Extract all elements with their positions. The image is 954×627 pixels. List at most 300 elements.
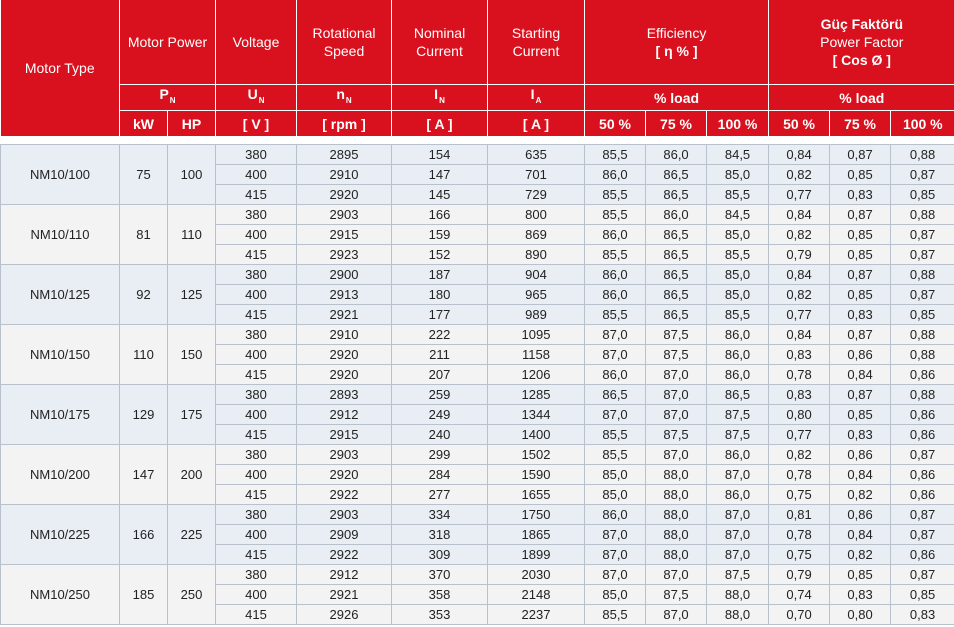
pf-75-cell: 0,85 <box>830 405 891 425</box>
eff-75-cell: 88,0 <box>646 545 707 565</box>
pf-100-cell: 0,88 <box>891 385 954 405</box>
kw-cell: 129 <box>120 385 168 445</box>
eff-100-cell: 85,0 <box>707 265 769 285</box>
eff-50-cell: 86,0 <box>585 285 646 305</box>
speed-cell: 2921 <box>297 585 392 605</box>
pf-100-cell: 0,85 <box>891 185 954 205</box>
motor-type-cell: NM10/125 <box>1 265 120 325</box>
table-row <box>1 145 954 165</box>
eff-50-cell: 85,5 <box>585 445 646 465</box>
eff-100-cell: 85,5 <box>707 305 769 325</box>
eff-100-cell: 85,5 <box>707 245 769 265</box>
pf-100-cell: 0,83 <box>891 605 954 625</box>
eff-75-cell: 86,5 <box>646 245 707 265</box>
eff-75-cell: 86,5 <box>646 185 707 205</box>
voltage-cell: 415 <box>216 185 297 205</box>
speed-cell: 2915 <box>297 425 392 445</box>
nominal-current-cell: 159 <box>392 225 488 245</box>
voltage-cell: 400 <box>216 465 297 485</box>
hp-cell: 150 <box>168 325 216 385</box>
speed-cell: 2910 <box>297 325 392 345</box>
pf-75-cell: 0,86 <box>830 445 891 465</box>
speed-cell: 2926 <box>297 605 392 625</box>
hp-cell: 110 <box>168 205 216 265</box>
eff-50-cell: 85,5 <box>585 305 646 325</box>
voltage-cell: 415 <box>216 485 297 505</box>
eff-50-cell: 85,5 <box>585 605 646 625</box>
speed-symbol: $n_N$ <box>297 85 392 111</box>
eff-50-cell: 86,5 <box>585 385 646 405</box>
speed-cell: 2909 <box>297 525 392 545</box>
eff-75-cell: 86,0 <box>646 145 707 165</box>
eff-100-cell: 86,5 <box>707 385 769 405</box>
nominal-current-cell: 353 <box>392 605 488 625</box>
starting-current-symbol: $I_A$ <box>488 85 585 111</box>
eff-50-header: 50 % <box>585 111 646 137</box>
eff-100-cell: 84,5 <box>707 145 769 165</box>
unit-kw: kW <box>120 111 168 137</box>
eff-75-cell: 86,5 <box>646 265 707 285</box>
speed-cell: 2893 <box>297 385 392 405</box>
eff-75-cell: 86,5 <box>646 165 707 185</box>
voltage-header <box>216 0 297 85</box>
speed-cell: 2922 <box>297 485 392 505</box>
pf-75-cell: 0,83 <box>830 305 891 325</box>
eff-100-cell: 87,0 <box>707 505 769 525</box>
nominal-current-cell: 207 <box>392 365 488 385</box>
nominal-current-cell: 358 <box>392 585 488 605</box>
unit-amp-nominal: [ A ] <box>392 111 488 137</box>
eff-50-cell: 85,0 <box>585 465 646 485</box>
starting-current-cell: 1400 <box>488 425 585 445</box>
table-row <box>1 385 954 405</box>
power-factor-tr-label: Güç Faktörü <box>820 16 904 32</box>
voltage-cell: 380 <box>216 385 297 405</box>
pf-75-header: 75 % <box>830 111 891 137</box>
hp-cell: 100 <box>168 145 216 205</box>
speed-cell: 2922 <box>297 545 392 565</box>
speed-cell: 2920 <box>297 185 392 205</box>
pf-50-cell: 0,79 <box>769 245 830 265</box>
nominal-current-cell: 334 <box>392 505 488 525</box>
starting-current-cell: 1750 <box>488 505 585 525</box>
pf-100-cell: 0,87 <box>891 165 954 185</box>
eff-75-cell: 87,5 <box>646 345 707 365</box>
table-row <box>1 565 954 585</box>
pf-75-cell: 0,84 <box>830 465 891 485</box>
voltage-cell: 380 <box>216 505 297 525</box>
voltage-cell: 400 <box>216 285 297 305</box>
eff-50-cell: 87,0 <box>585 565 646 585</box>
pf-50-cell: 0,74 <box>769 585 830 605</box>
nominal-current-cell: 222 <box>392 325 488 345</box>
pf-75-cell: 0,85 <box>830 225 891 245</box>
eff-75-header: 75 % <box>646 111 707 137</box>
motor-type-cell: NM10/225 <box>1 505 120 565</box>
motor-type-cell: NM10/200 <box>1 445 120 505</box>
rotational-speed-header <box>297 0 392 85</box>
pf-50-cell: 0,82 <box>769 165 830 185</box>
eff-100-cell: 88,0 <box>707 605 769 625</box>
speed-cell: 2903 <box>297 505 392 525</box>
pf-75-cell: 0,87 <box>830 145 891 165</box>
speed-cell: 2921 <box>297 305 392 325</box>
pf-75-cell: 0,84 <box>830 365 891 385</box>
eff-50-cell: 85,5 <box>585 185 646 205</box>
nominal-current-cell: 309 <box>392 545 488 565</box>
pf-75-cell: 0,87 <box>830 325 891 345</box>
nominal-current-label: Nominal Current <box>413 25 466 59</box>
speed-cell: 2903 <box>297 205 392 225</box>
voltage-cell: 380 <box>216 265 297 285</box>
eff-50-cell: 86,0 <box>585 265 646 285</box>
nominal-current-symbol: $I_N$ <box>392 85 488 111</box>
pf-50-cell: 0,80 <box>769 405 830 425</box>
pf-75-cell: 0,87 <box>830 385 891 405</box>
pf-75-cell: 0,87 <box>830 205 891 225</box>
nominal-current-cell: 152 <box>392 245 488 265</box>
eff-50-cell: 85,5 <box>585 245 646 265</box>
starting-current-cell: 635 <box>488 145 585 165</box>
starting-current-cell: 965 <box>488 285 585 305</box>
voltage-cell: 380 <box>216 325 297 345</box>
starting-current-cell: 1502 <box>488 445 585 465</box>
pf-100-cell: 0,87 <box>891 245 954 265</box>
nominal-current-header <box>392 0 488 85</box>
rotational-speed-label: Rotational Speed <box>312 25 376 59</box>
starting-current-cell: 1206 <box>488 365 585 385</box>
eff-100-cell: 87,5 <box>707 405 769 425</box>
table-row <box>1 445 954 465</box>
eff-75-cell: 86,5 <box>646 225 707 245</box>
eff-75-cell: 87,0 <box>646 405 707 425</box>
voltage-cell: 415 <box>216 305 297 325</box>
motor-power-header <box>120 0 216 85</box>
voltage-label: Voltage <box>232 34 280 50</box>
eff-75-cell: 87,0 <box>646 445 707 465</box>
speed-cell: 2900 <box>297 265 392 285</box>
pf-50-cell: 0,84 <box>769 145 830 165</box>
starting-current-cell: 869 <box>488 225 585 245</box>
starting-current-cell: 800 <box>488 205 585 225</box>
eff-50-cell: 86,0 <box>585 365 646 385</box>
starting-current-cell: 904 <box>488 265 585 285</box>
power-factor-unit: [ Cos Ø ] <box>832 52 891 68</box>
kw-cell: 185 <box>120 565 168 625</box>
eff-100-cell: 86,0 <box>707 345 769 365</box>
nominal-current-cell: 166 <box>392 205 488 225</box>
eff-75-cell: 87,0 <box>646 385 707 405</box>
motor-type-header <box>1 0 120 137</box>
nominal-current-cell: 180 <box>392 285 488 305</box>
pf-100-cell: 0,85 <box>891 585 954 605</box>
eff-100-cell: 87,0 <box>707 525 769 545</box>
pf-100-cell: 0,87 <box>891 505 954 525</box>
pf-50-cell: 0,75 <box>769 485 830 505</box>
motor-type-cell: NM10/150 <box>1 325 120 385</box>
voltage-cell: 400 <box>216 525 297 545</box>
voltage-cell: 380 <box>216 445 297 465</box>
eff-75-cell: 86,0 <box>646 205 707 225</box>
hp-cell: 225 <box>168 505 216 565</box>
pf-75-cell: 0,85 <box>830 245 891 265</box>
power-factor-load-label: % load <box>769 85 954 111</box>
pf-50-cell: 0,82 <box>769 445 830 465</box>
pf-100-cell: 0,87 <box>891 225 954 245</box>
starting-current-cell: 2237 <box>488 605 585 625</box>
efficiency-header <box>585 0 769 85</box>
speed-cell: 2903 <box>297 445 392 465</box>
nominal-current-cell: 145 <box>392 185 488 205</box>
pf-100-cell: 0,86 <box>891 545 954 565</box>
eff-50-cell: 87,0 <box>585 525 646 545</box>
efficiency-load-label: % load <box>585 85 769 111</box>
motor-type-cell: NM10/175 <box>1 385 120 445</box>
eff-50-cell: 85,5 <box>585 205 646 225</box>
pf-75-cell: 0,82 <box>830 485 891 505</box>
speed-cell: 2920 <box>297 465 392 485</box>
pf-75-cell: 0,83 <box>830 425 891 445</box>
nominal-current-cell: 147 <box>392 165 488 185</box>
starting-current-header <box>488 0 585 85</box>
eff-100-cell: 86,0 <box>707 365 769 385</box>
pf-75-cell: 0,80 <box>830 605 891 625</box>
starting-current-label: Starting Current <box>511 25 561 59</box>
eff-75-cell: 86,5 <box>646 305 707 325</box>
pf-50-cell: 0,84 <box>769 325 830 345</box>
eff-75-cell: 88,0 <box>646 465 707 485</box>
nominal-current-cell: 249 <box>392 405 488 425</box>
eff-100-cell: 86,0 <box>707 325 769 345</box>
voltage-cell: 400 <box>216 585 297 605</box>
pf-75-cell: 0,82 <box>830 545 891 565</box>
pf-50-cell: 0,82 <box>769 225 830 245</box>
starting-current-cell: 729 <box>488 185 585 205</box>
speed-cell: 2920 <box>297 345 392 365</box>
table-row <box>1 205 954 225</box>
pf-100-cell: 0,86 <box>891 405 954 425</box>
table-row <box>1 325 954 345</box>
pf-100-cell: 0,88 <box>891 325 954 345</box>
eff-100-cell: 87,5 <box>707 425 769 445</box>
starting-current-cell: 1344 <box>488 405 585 425</box>
starting-current-cell: 2030 <box>488 565 585 585</box>
motor-power-label: Motor Power <box>127 34 208 50</box>
eff-100-cell: 85,0 <box>707 165 769 185</box>
table-row <box>1 265 954 285</box>
pf-50-header: 50 % <box>769 111 830 137</box>
power-symbol: $P_N$ <box>120 85 216 111</box>
starting-current-cell: 1899 <box>488 545 585 565</box>
pf-100-cell: 0,88 <box>891 205 954 225</box>
eff-75-cell: 88,0 <box>646 505 707 525</box>
voltage-cell: 380 <box>216 565 297 585</box>
kw-cell: 166 <box>120 505 168 565</box>
voltage-cell: 400 <box>216 405 297 425</box>
pf-100-cell: 0,87 <box>891 565 954 585</box>
efficiency-unit: [ η % ] <box>655 43 698 59</box>
voltage-cell: 380 <box>216 145 297 165</box>
nominal-current-cell: 370 <box>392 565 488 585</box>
unit-hp: HP <box>168 111 216 137</box>
eff-100-cell: 87,5 <box>707 565 769 585</box>
kw-cell: 81 <box>120 205 168 265</box>
pf-100-cell: 0,86 <box>891 485 954 505</box>
pf-50-cell: 0,78 <box>769 525 830 545</box>
starting-current-cell: 1095 <box>488 325 585 345</box>
voltage-cell: 415 <box>216 545 297 565</box>
eff-100-cell: 85,0 <box>707 285 769 305</box>
pf-50-cell: 0,82 <box>769 285 830 305</box>
voltage-cell: 415 <box>216 425 297 445</box>
pf-50-cell: 0,77 <box>769 185 830 205</box>
pf-50-cell: 0,84 <box>769 205 830 225</box>
starting-current-cell: 701 <box>488 165 585 185</box>
eff-100-cell: 86,0 <box>707 485 769 505</box>
voltage-cell: 415 <box>216 605 297 625</box>
eff-100-cell: 88,0 <box>707 585 769 605</box>
pf-75-cell: 0,85 <box>830 285 891 305</box>
pf-100-cell: 0,87 <box>891 445 954 465</box>
eff-50-cell: 85,5 <box>585 425 646 445</box>
nominal-current-cell: 211 <box>392 345 488 365</box>
pf-50-cell: 0,84 <box>769 265 830 285</box>
starting-current-cell: 2148 <box>488 585 585 605</box>
eff-75-cell: 88,0 <box>646 485 707 505</box>
starting-current-cell: 1590 <box>488 465 585 485</box>
voltage-cell: 400 <box>216 225 297 245</box>
pf-50-cell: 0,77 <box>769 305 830 325</box>
eff-75-cell: 87,5 <box>646 585 707 605</box>
pf-100-cell: 0,86 <box>891 465 954 485</box>
pf-100-cell: 0,88 <box>891 265 954 285</box>
power-factor-label: Power Factor <box>820 34 904 50</box>
pf-75-cell: 0,84 <box>830 525 891 545</box>
eff-50-cell: 87,0 <box>585 345 646 365</box>
starting-current-cell: 1285 <box>488 385 585 405</box>
starting-current-cell: 1865 <box>488 525 585 545</box>
pf-75-cell: 0,85 <box>830 565 891 585</box>
eff-50-cell: 87,0 <box>585 405 646 425</box>
speed-cell: 2923 <box>297 245 392 265</box>
speed-cell: 2912 <box>297 565 392 585</box>
starting-current-cell: 890 <box>488 245 585 265</box>
motor-type-cell: NM10/100 <box>1 145 120 205</box>
starting-current-cell: 1655 <box>488 485 585 505</box>
unit-rpm: [ rpm ] <box>297 111 392 137</box>
voltage-symbol: $U_N$ <box>216 85 297 111</box>
pf-50-cell: 0,78 <box>769 465 830 485</box>
nominal-current-cell: 187 <box>392 265 488 285</box>
nominal-current-cell: 240 <box>392 425 488 445</box>
nominal-current-cell: 318 <box>392 525 488 545</box>
nominal-current-cell: 299 <box>392 445 488 465</box>
eff-75-cell: 87,5 <box>646 425 707 445</box>
eff-75-cell: 87,0 <box>646 565 707 585</box>
nominal-current-cell: 284 <box>392 465 488 485</box>
pf-50-cell: 0,79 <box>769 565 830 585</box>
unit-amp-starting: [ A ] <box>488 111 585 137</box>
eff-50-cell: 86,0 <box>585 225 646 245</box>
pf-100-cell: 0,85 <box>891 305 954 325</box>
voltage-cell: 380 <box>216 205 297 225</box>
pf-50-cell: 0,78 <box>769 365 830 385</box>
speed-cell: 2913 <box>297 285 392 305</box>
pf-75-cell: 0,86 <box>830 345 891 365</box>
pf-100-cell: 0,87 <box>891 285 954 305</box>
eff-50-cell: 86,0 <box>585 165 646 185</box>
starting-current-cell: 989 <box>488 305 585 325</box>
power-factor-header <box>769 0 954 85</box>
pf-75-cell: 0,85 <box>830 165 891 185</box>
pf-50-cell: 0,83 <box>769 385 830 405</box>
pf-75-cell: 0,83 <box>830 585 891 605</box>
starting-current-cell: 1158 <box>488 345 585 365</box>
pf-50-cell: 0,83 <box>769 345 830 365</box>
eff-50-cell: 85,0 <box>585 485 646 505</box>
nominal-current-cell: 277 <box>392 485 488 505</box>
pf-50-cell: 0,70 <box>769 605 830 625</box>
eff-50-cell: 85,0 <box>585 585 646 605</box>
hp-cell: 250 <box>168 565 216 625</box>
eff-100-cell: 85,0 <box>707 225 769 245</box>
eff-50-cell: 86,0 <box>585 505 646 525</box>
eff-100-cell: 87,0 <box>707 465 769 485</box>
pf-100-header: 100 % <box>891 111 954 137</box>
eff-50-cell: 87,0 <box>585 325 646 345</box>
table-body <box>1 137 954 625</box>
speed-cell: 2915 <box>297 225 392 245</box>
pf-75-cell: 0,83 <box>830 185 891 205</box>
motor-type-label: Motor Type <box>24 60 95 76</box>
efficiency-label: Efficiency <box>646 25 707 41</box>
eff-100-cell: 87,0 <box>707 545 769 565</box>
kw-cell: 147 <box>120 445 168 505</box>
pf-100-cell: 0,86 <box>891 365 954 385</box>
pf-50-cell: 0,77 <box>769 425 830 445</box>
kw-cell: 75 <box>120 145 168 205</box>
pf-50-cell: 0,81 <box>769 505 830 525</box>
eff-50-cell: 85,5 <box>585 145 646 165</box>
eff-100-header: 100 % <box>707 111 769 137</box>
motor-type-cell: NM10/250 <box>1 565 120 625</box>
pf-100-cell: 0,88 <box>891 145 954 165</box>
pf-100-cell: 0,86 <box>891 425 954 445</box>
header-spacer <box>1 137 954 145</box>
pf-75-cell: 0,86 <box>830 505 891 525</box>
pf-100-cell: 0,88 <box>891 345 954 365</box>
nominal-current-cell: 177 <box>392 305 488 325</box>
kw-cell: 110 <box>120 325 168 385</box>
speed-cell: 2895 <box>297 145 392 165</box>
table-row <box>1 505 954 525</box>
voltage-cell: 400 <box>216 345 297 365</box>
hp-cell: 175 <box>168 385 216 445</box>
motor-type-cell: NM10/110 <box>1 205 120 265</box>
nominal-current-cell: 154 <box>392 145 488 165</box>
speed-cell: 2920 <box>297 365 392 385</box>
hp-cell: 125 <box>168 265 216 325</box>
table-header <box>1 0 954 137</box>
speed-cell: 2910 <box>297 165 392 185</box>
hp-cell: 200 <box>168 445 216 505</box>
eff-75-cell: 88,0 <box>646 525 707 545</box>
eff-75-cell: 87,0 <box>646 365 707 385</box>
kw-cell: 92 <box>120 265 168 325</box>
eff-100-cell: 84,5 <box>707 205 769 225</box>
nominal-current-cell: 259 <box>392 385 488 405</box>
speed-cell: 2912 <box>297 405 392 425</box>
